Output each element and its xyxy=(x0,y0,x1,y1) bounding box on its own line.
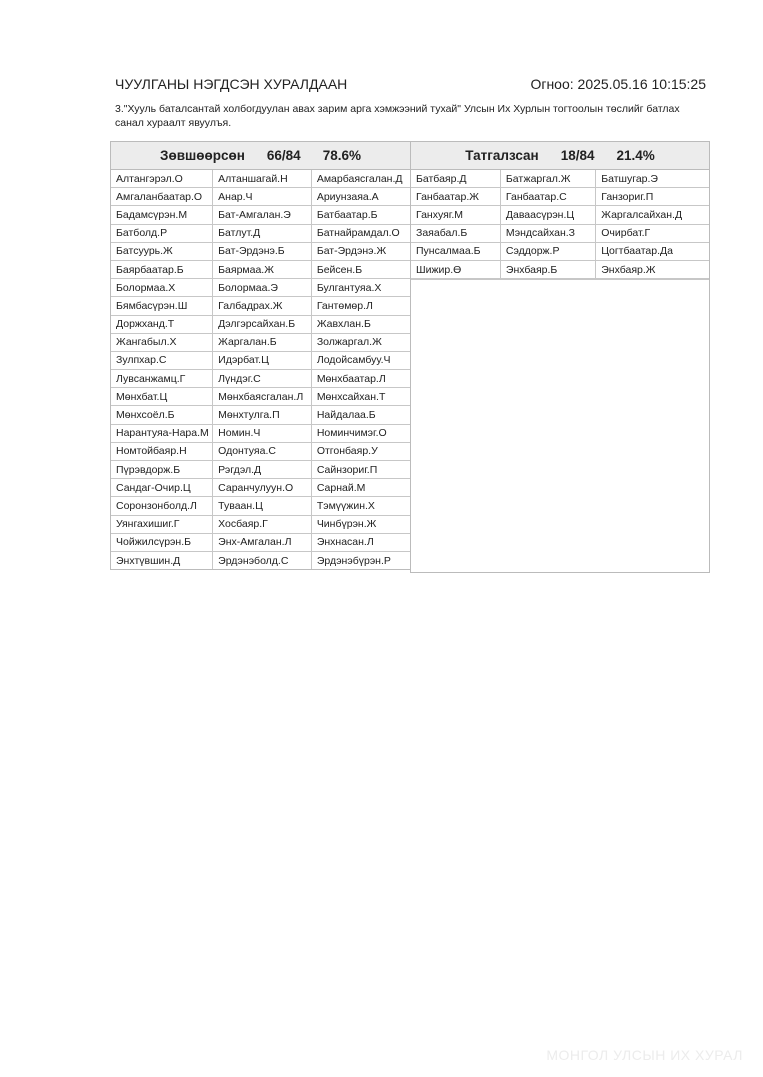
member-name-cell: Идэрбат.Ц xyxy=(213,351,312,369)
table-row xyxy=(111,479,410,497)
table-row xyxy=(111,497,410,515)
member-name-cell: Болормаа.Х xyxy=(111,279,213,297)
member-name-cell: Чойжилсүрэн.Б xyxy=(111,533,213,551)
table-row xyxy=(111,206,410,224)
approved-panel xyxy=(110,141,411,570)
member-name-cell: Мөнхтулга.П xyxy=(213,406,312,424)
member-name-cell: Дэлгэрсайхан.Б xyxy=(213,315,312,333)
member-name-cell: Батбаяр.Д xyxy=(411,170,500,188)
member-name-cell: Баярмаа.Ж xyxy=(213,260,312,278)
table-row xyxy=(111,170,410,188)
table-row xyxy=(111,370,410,388)
member-name-cell: Туваан.Ц xyxy=(213,497,312,515)
member-name-cell: Анар.Ч xyxy=(213,188,312,206)
member-name-cell: Сайнзориг.П xyxy=(311,461,410,479)
approved-panel-header xyxy=(111,142,410,170)
member-name-cell: Энхтүвшин.Д xyxy=(111,551,213,569)
member-name-cell: Нарантуяа-Нара.М xyxy=(111,424,213,442)
table-row xyxy=(111,442,410,460)
session-title: ЧУУЛГАНЫ НЭГДСЭН ХУРАЛДААН xyxy=(115,76,348,92)
table-row xyxy=(111,388,410,406)
rejected-label: Татгалзсан xyxy=(465,148,539,163)
member-name-cell: Хосбаяр.Г xyxy=(213,515,312,533)
member-name-cell: Амгаланбаатар.О xyxy=(111,188,213,206)
table-row xyxy=(411,170,709,188)
member-name-cell: Жангабыл.Х xyxy=(111,333,213,351)
member-name-cell: Сандаг-Очир.Ц xyxy=(111,479,213,497)
member-name-cell: Жаргалсайхан.Д xyxy=(596,206,709,224)
member-name-cell: Бат-Эрдэнэ.Б xyxy=(213,242,312,260)
member-name-cell: Золжаргал.Ж xyxy=(311,333,410,351)
member-name-cell: Соронзонболд.Л xyxy=(111,497,213,515)
table-row xyxy=(111,315,410,333)
member-name-cell: Гантөмөр.Л xyxy=(311,297,410,315)
member-name-cell: Бат-Амгалан.Э xyxy=(213,206,312,224)
table-row xyxy=(111,242,410,260)
member-name-cell: Батнайрамдал.О xyxy=(311,224,410,242)
table-row xyxy=(411,260,709,278)
member-name-cell: Ганхуяг.М xyxy=(411,206,500,224)
rejected-count: 18/84 xyxy=(560,148,595,163)
approved-percent: 78.6% xyxy=(322,148,361,163)
member-name-cell: Сэддорж.Р xyxy=(500,242,595,260)
member-name-cell: Энхбаяр.Ж xyxy=(596,260,709,278)
member-name-cell: Мөнхсайхан.Т xyxy=(311,388,410,406)
rejected-empty-area xyxy=(411,279,709,572)
member-name-cell: Тэмүүжин.Х xyxy=(311,497,410,515)
member-name-cell: Ганбаатар.С xyxy=(500,188,595,206)
table-row xyxy=(111,424,410,442)
approved-table xyxy=(111,170,410,569)
rejected-panel xyxy=(410,141,710,573)
member-name-cell: Найдалаа.Б xyxy=(311,406,410,424)
table-row xyxy=(111,351,410,369)
member-name-cell: Рэгдэл.Д xyxy=(213,461,312,479)
member-name-cell: Пүрэвдорж.Б xyxy=(111,461,213,479)
document-header xyxy=(115,76,706,92)
member-name-cell: Бадамсүрэн.М xyxy=(111,206,213,224)
rejected-table xyxy=(411,170,709,279)
member-name-cell: Бат-Эрдэнэ.Ж xyxy=(311,242,410,260)
member-name-cell: Лувсанжамц.Г xyxy=(111,370,213,388)
member-name-cell: Ганзориг.П xyxy=(596,188,709,206)
table-row xyxy=(411,224,709,242)
approved-count: 66/84 xyxy=(266,148,301,163)
member-name-cell: Жавхлан.Б xyxy=(311,315,410,333)
member-name-cell: Чинбүрэн.Ж xyxy=(311,515,410,533)
member-name-cell: Эрдэнэбүрэн.Р xyxy=(311,551,410,569)
table-row xyxy=(111,406,410,424)
member-name-cell: Эрдэнэболд.С xyxy=(213,551,312,569)
table-row xyxy=(411,188,709,206)
rejected-percent: 21.4% xyxy=(616,148,655,163)
member-name-cell: Батбаатар.Б xyxy=(311,206,410,224)
table-row xyxy=(411,206,709,224)
member-name-cell: Номинчимэг.О xyxy=(311,424,410,442)
member-name-cell: Жаргалан.Б xyxy=(213,333,312,351)
table-row xyxy=(111,224,410,242)
member-name-cell: Бейсен.Б xyxy=(311,260,410,278)
member-name-cell: Мөнхсоёл.Б xyxy=(111,406,213,424)
table-row xyxy=(111,260,410,278)
member-name-cell: Цогтбаатар.Да xyxy=(596,242,709,260)
member-name-cell: Энх-Амгалан.Л xyxy=(213,533,312,551)
member-name-cell: Отгонбаяр.У xyxy=(311,442,410,460)
member-name-cell: Бямбасүрэн.Ш xyxy=(111,297,213,315)
member-name-cell: Одонтуяа.С xyxy=(213,442,312,460)
member-name-cell: Амарбаясгалан.Д xyxy=(311,170,410,188)
watermark: МОНГОЛ УЛСЫН ИХ ХУРАЛ xyxy=(546,1047,743,1063)
member-name-cell: Номтойбаяр.Н xyxy=(111,442,213,460)
table-row xyxy=(111,533,410,551)
table-row xyxy=(111,551,410,569)
member-name-cell: Очирбат.Г xyxy=(596,224,709,242)
member-name-cell: Батболд.Р xyxy=(111,224,213,242)
member-name-cell: Лодойсамбуу.Ч xyxy=(311,351,410,369)
member-name-cell: Алтангэрэл.О xyxy=(111,170,213,188)
member-name-cell: Мэндсайхан.З xyxy=(500,224,595,242)
member-name-cell: Батсуурь.Ж xyxy=(111,242,213,260)
member-name-cell: Булгантуяа.Х xyxy=(311,279,410,297)
member-name-cell: Мөнхбаатар.Л xyxy=(311,370,410,388)
table-row xyxy=(111,297,410,315)
member-name-cell: Лүндэг.С xyxy=(213,370,312,388)
member-name-cell: Доржханд.Т xyxy=(111,315,213,333)
member-name-cell: Ганбаатар.Ж xyxy=(411,188,500,206)
member-name-cell: Батжаргал.Ж xyxy=(500,170,595,188)
member-name-cell: Уянгахишиг.Г xyxy=(111,515,213,533)
table-row xyxy=(111,333,410,351)
member-name-cell: Энхбаяр.Б xyxy=(500,260,595,278)
member-name-cell: Пунсалмаа.Б xyxy=(411,242,500,260)
vote-description: 3."Хууль баталсантай холбогдуулан авах зарим арга хэмжээний тухай" Улсын Их Хурлын тогтоолын төслийг батлах санал хураалт явуулъя. xyxy=(115,103,680,129)
member-name-cell: Шижир.Ө xyxy=(411,260,500,278)
member-name-cell: Даваасүрэн.Ц xyxy=(500,206,595,224)
member-name-cell: Батшугар.Э xyxy=(596,170,709,188)
member-name-cell: Заяабал.Б xyxy=(411,224,500,242)
member-name-cell: Сарнай.М xyxy=(311,479,410,497)
member-name-cell: Болормаа.Э xyxy=(213,279,312,297)
member-name-cell: Галбадрах.Ж xyxy=(213,297,312,315)
rejected-panel-header xyxy=(411,142,709,170)
table-row xyxy=(111,188,410,206)
member-name-cell: Зулпхар.С xyxy=(111,351,213,369)
table-row xyxy=(411,242,709,260)
member-name-cell: Алтаншагай.Н xyxy=(213,170,312,188)
table-row xyxy=(111,515,410,533)
member-name-cell: Баярбаатар.Б xyxy=(111,260,213,278)
member-name-cell: Мөнхбат.Ц xyxy=(111,388,213,406)
member-name-cell: Ариунзаяа.А xyxy=(311,188,410,206)
table-row xyxy=(111,279,410,297)
approved-label: Зөвшөөрсөн xyxy=(160,148,245,163)
member-name-cell: Мөнхбаясгалан.Л xyxy=(213,388,312,406)
member-name-cell: Энхнасан.Л xyxy=(311,533,410,551)
table-row xyxy=(111,461,410,479)
vote-date: Огноо: 2025.05.16 10:15:25 xyxy=(530,76,706,92)
member-name-cell: Батлут.Д xyxy=(213,224,312,242)
member-name-cell: Номин.Ч xyxy=(213,424,312,442)
member-name-cell: Саранчулуун.О xyxy=(213,479,312,497)
